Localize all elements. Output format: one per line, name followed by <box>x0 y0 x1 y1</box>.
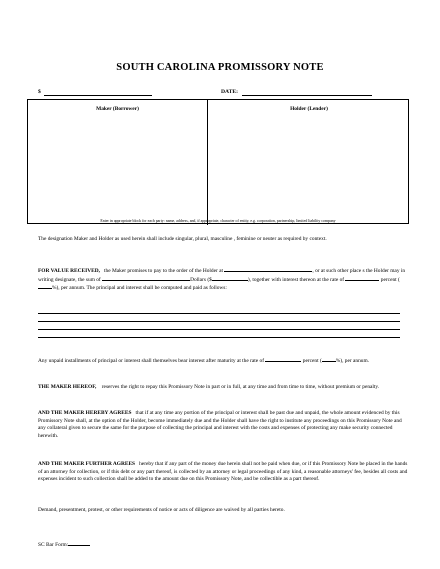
value-received-text-2: , or at such other place s the Holder may in writing designate, the sum of <box>38 268 406 283</box>
holder-label: Holder (Lender) <box>290 106 328 112</box>
form-label: SC Bar Form: <box>38 542 69 548</box>
value-received-text-1: the Maker promises to pay to the order of the Holder at <box>104 268 224 274</box>
hereby-agrees-heading: AND THE MAKER HEREBY AGREES <box>38 410 132 416</box>
payment-terms-line[interactable] <box>38 329 400 330</box>
value-received-text-6: %), per annum. The principal and interest shall be computed and paid as follows: <box>52 285 227 292</box>
value-received-text-4: ), together with interest thereon at the rate of <box>247 276 345 283</box>
interest-rate-words-field[interactable] <box>345 276 379 281</box>
form-footer <box>38 541 90 548</box>
amount-field[interactable] <box>44 95 152 96</box>
dollars-label: Dollars <box>190 276 206 283</box>
value-received-heading: FOR VALUE RECEIVED, <box>38 268 100 274</box>
unpaid-installments-paragraph <box>38 357 408 366</box>
maker-label: Maker (Borrower) <box>96 106 139 112</box>
form-number-field[interactable] <box>68 541 90 546</box>
unpaid-text-3: %), per annum. <box>335 358 370 364</box>
default-rate-figure-field[interactable] <box>322 357 336 362</box>
further-agrees-heading: AND THE MAKER FURTHER AGREES <box>38 461 136 467</box>
further-agrees-text: hereby that if any part of the money due herein shall not be paid when due, or if this Promissory Note be placed in the hands of an attorney for collection, or if this debt or any part thereof, is collected by an attorney or legal proceedings of any kind, a reasonable attorneys' fee, besides all costs and expenses incident to such collection shall be added to the amount due on this Promissory Note, and be collectible as a part thereof. <box>38 461 408 483</box>
payment-terms-line[interactable] <box>38 313 400 314</box>
unpaid-text-1: Any unpaid installments of principal or interest shall themselves bear interest after maturity at the rate of <box>38 358 265 364</box>
unpaid-text-2: percent ( <box>302 358 322 364</box>
sum-words-field[interactable] <box>102 276 190 281</box>
further-agrees-paragraph <box>38 461 408 484</box>
sum-figures-field[interactable] <box>212 276 248 281</box>
value-received-text-3: ($ <box>207 276 212 283</box>
date-label: DATE: <box>221 89 238 95</box>
payment-place-field[interactable] <box>224 267 312 272</box>
dollar-symbol: $ <box>38 89 41 95</box>
maker-hereof-heading: THE MAKER HEREOF, <box>38 384 97 390</box>
default-rate-words-field[interactable] <box>265 357 301 362</box>
value-received-text-5: percent ( <box>380 276 400 283</box>
hereby-agrees-paragraph <box>38 410 408 440</box>
hereby-agrees-text: that if at any time any portion of the principal or interest shall be past due and unpaid, the whole amount evidenced by this Promissory Note shall, at the option of the Holder, become immediately due and the Holder shall have the right to institute any proceedings on this Promissory Note and any collateral given to secure the same for the purpose of collecting the principal and interest with the costs and expenses of protecting any make security connected herewith. <box>38 410 402 439</box>
parties-box-note: Enter in appropriate block for each party: name, address, and, if appropriate, character of entity, e.g. corporation, partnership, limited liability company <box>100 219 336 223</box>
value-received-paragraph <box>38 267 408 293</box>
payment-terms-line[interactable] <box>38 337 400 338</box>
parties-divider <box>207 100 208 225</box>
payment-terms-line[interactable] <box>38 321 400 322</box>
interest-rate-figure-field[interactable] <box>38 284 52 289</box>
designation-paragraph: The designation Maker and Holder as used herein shall include singular, plural, masculine , feminine or neuter as required by context. <box>38 236 327 242</box>
maker-hereof-paragraph <box>38 384 408 392</box>
document-title: SOUTH CAROLINA PROMISSORY NOTE <box>116 62 324 73</box>
maker-hereof-text: reserves the right to repay this Promissory Note in part or in full, at any time and from time to time, without premium or penalty. <box>101 384 380 390</box>
date-field[interactable] <box>242 95 372 96</box>
parties-box <box>27 99 409 224</box>
demand-waiver-paragraph: Demand, presentment, protest, or other requirements of notice or acts of diligence are waived by all parties hereto. <box>38 507 285 513</box>
